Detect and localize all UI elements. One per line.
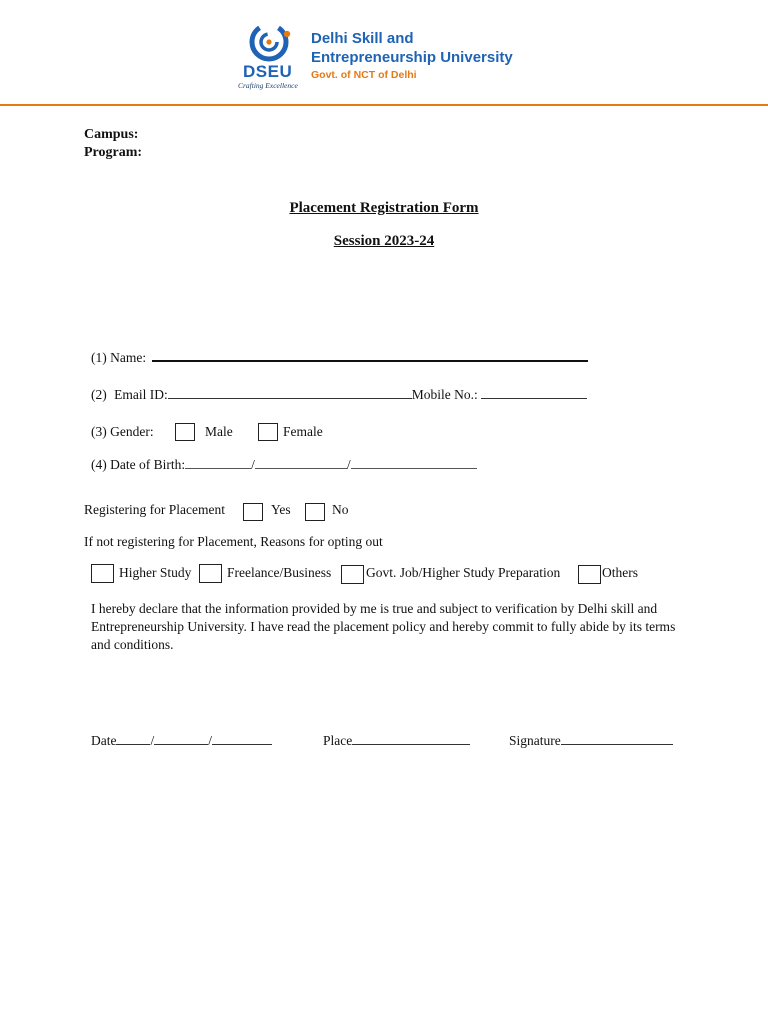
name-field[interactable] <box>152 348 588 362</box>
email-number: (2) <box>91 387 107 402</box>
session-title: Session 2023-24 <box>333 233 435 249</box>
mobile-label: Mobile No.: <box>411 387 478 402</box>
reason-freelance: Freelance/Business <box>227 565 332 580</box>
signature-label: Signature <box>509 733 561 748</box>
university-name-line1: Delhi Skill and <box>311 30 414 47</box>
govt-line: Govt. of NCT of Delhi <box>311 69 417 81</box>
dob-label: (4) Date of Birth: <box>91 457 186 472</box>
date-day-field[interactable] <box>116 732 150 745</box>
no-checkbox[interactable] <box>305 503 325 521</box>
dob-month-field[interactable] <box>255 456 347 469</box>
date-separator: / <box>150 733 155 748</box>
dob-year-field[interactable] <box>351 456 477 469</box>
dob-separator: / <box>346 457 351 472</box>
date-year-field[interactable] <box>212 732 272 745</box>
header-divider <box>0 104 768 106</box>
date-label: Date <box>91 733 117 748</box>
university-name-line2: Entrepreneurship University <box>311 49 513 66</box>
signature-row <box>509 732 673 749</box>
freelance-checkbox[interactable] <box>199 564 222 583</box>
male-checkbox[interactable] <box>175 423 195 441</box>
logo-tagline: Crafting Excellence <box>238 81 298 90</box>
opting-out-label: If not registering for Placement, Reasons for opting out <box>84 534 383 549</box>
reason-higher-study: Higher Study <box>119 565 192 580</box>
date-month-field[interactable] <box>154 732 208 745</box>
campus-label: Campus: <box>84 127 139 142</box>
declaration-text: I hereby declare that the information provided by me is true and subject to verification by Delhi skill and Entrepreneurship University. I have read the placement policy and hereby commit to fully abide by its terms and conditions. <box>91 601 676 652</box>
form-title: Placement Registration Form <box>289 200 479 216</box>
dob-day-field[interactable] <box>185 456 251 469</box>
date-separator: / <box>208 733 213 748</box>
logo-abbreviation: DSEU <box>243 62 293 81</box>
reason-govt-job: Govt. Job/Higher Study Preparation <box>366 565 561 580</box>
name-row <box>91 348 588 366</box>
dob-separator: / <box>251 457 255 472</box>
signature-field[interactable] <box>561 732 673 745</box>
no-label: No <box>332 502 349 517</box>
dseu-logo-icon <box>247 22 295 66</box>
gender-label: (3) Gender: <box>91 424 154 439</box>
email-row <box>91 386 587 403</box>
yes-label: Yes <box>271 502 291 517</box>
male-label: Male <box>205 424 233 439</box>
higher-study-checkbox[interactable] <box>91 564 114 583</box>
program-label: Program: <box>84 145 143 160</box>
female-checkbox[interactable] <box>258 423 278 441</box>
others-checkbox[interactable] <box>578 565 601 584</box>
mobile-field[interactable] <box>481 386 587 399</box>
email-label: Email ID: <box>114 387 168 402</box>
place-row <box>323 732 470 749</box>
name-label: (1) Name: <box>91 350 147 365</box>
email-field[interactable] <box>168 386 412 399</box>
registering-label: Registering for Placement <box>84 502 225 517</box>
yes-checkbox[interactable] <box>243 503 263 521</box>
dob-row <box>91 456 477 473</box>
reason-others: Others <box>602 565 638 580</box>
govt-job-checkbox[interactable] <box>341 565 364 584</box>
place-label: Place <box>323 733 353 748</box>
female-label: Female <box>283 424 323 439</box>
place-field[interactable] <box>352 732 470 745</box>
date-row <box>91 732 272 749</box>
